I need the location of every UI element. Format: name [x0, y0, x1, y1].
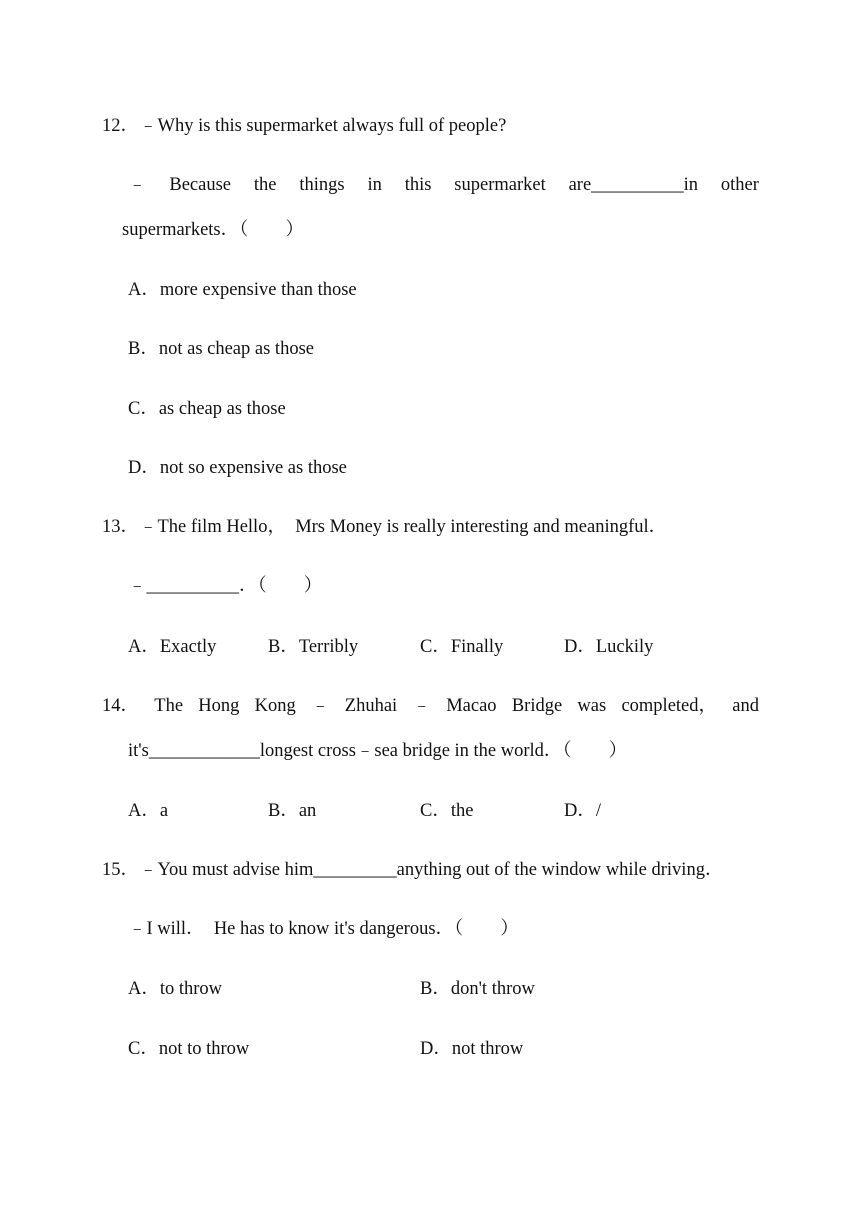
q13-option-a: A．Exactly — [128, 637, 217, 657]
q14-word: Bridge — [511, 696, 563, 716]
q12-word: the — [253, 175, 277, 195]
q13-option-d: D．Luckily — [564, 637, 654, 657]
q13-stem-line2: ﹣__________．（ ） — [128, 576, 323, 596]
q14-word: ﹣ — [311, 696, 330, 716]
q12-stem-line2 — [128, 176, 759, 195]
q12-option-c: C．as cheap as those — [128, 399, 286, 419]
q12-word: this — [404, 175, 432, 195]
q14-word: was — [577, 696, 607, 716]
q14-option-b: B．an — [268, 801, 317, 821]
q14-option-a: A．a — [128, 801, 169, 821]
q12-word: other — [720, 175, 759, 195]
q13-option-c: C．Finally — [420, 637, 504, 657]
q15-option-b: B．don't throw — [420, 979, 535, 999]
q12-option-d: D．not so expensive as those — [128, 458, 347, 478]
q14-option-d: D．/ — [564, 801, 602, 821]
q12-stem-line1: 12．﹣Why is this supermarket always full of people? — [102, 116, 507, 136]
q12-word: things — [299, 175, 345, 195]
q13-stem-line1: 13．﹣The film Hello， Mrs Money is really interesting and meaningful． — [102, 517, 668, 537]
q15-option-c: C．not to throw — [128, 1039, 250, 1059]
q14-word: completed， — [621, 696, 718, 716]
q15-option-d: D．not throw — [420, 1039, 524, 1059]
q14-word: Kong — [254, 696, 296, 716]
q12-option-b: B．not as cheap as those — [128, 339, 314, 359]
q15-stem-line1: 15．﹣You must advise him_________anything out of the window while driving． — [102, 860, 724, 880]
q14-word: Hong — [198, 696, 240, 716]
q14-word: The — [154, 696, 184, 716]
q14-stem-line1 — [102, 697, 759, 716]
q12-word: Because — [169, 175, 232, 195]
q14-word: ﹣ — [412, 696, 431, 716]
q12-word: supermarket — [454, 175, 546, 195]
q14-word: and — [732, 696, 759, 716]
q15-option-a: A．to throw — [128, 979, 223, 999]
q14-option-c: C．the — [420, 801, 474, 821]
q13-option-b: B．Terribly — [268, 637, 359, 657]
q12-word: are__________in — [568, 175, 699, 195]
q12-stem-line3: supermarkets．（ ） — [122, 220, 304, 240]
q15-stem-line2: ﹣I will． He has to know it's dangerous．（ ） — [128, 919, 519, 939]
q14-word: Zhuhai — [344, 696, 398, 716]
q14-word: 14． — [102, 696, 140, 716]
q12-word: ﹣ — [128, 175, 147, 195]
q12-option-a: A．more expensive than those — [128, 280, 357, 300]
q12-word: in — [367, 175, 382, 195]
q14-stem-line2: it's____________longest cross﹣sea bridge in the world．（ ） — [128, 741, 628, 761]
q14-word: Macao — [446, 696, 497, 716]
